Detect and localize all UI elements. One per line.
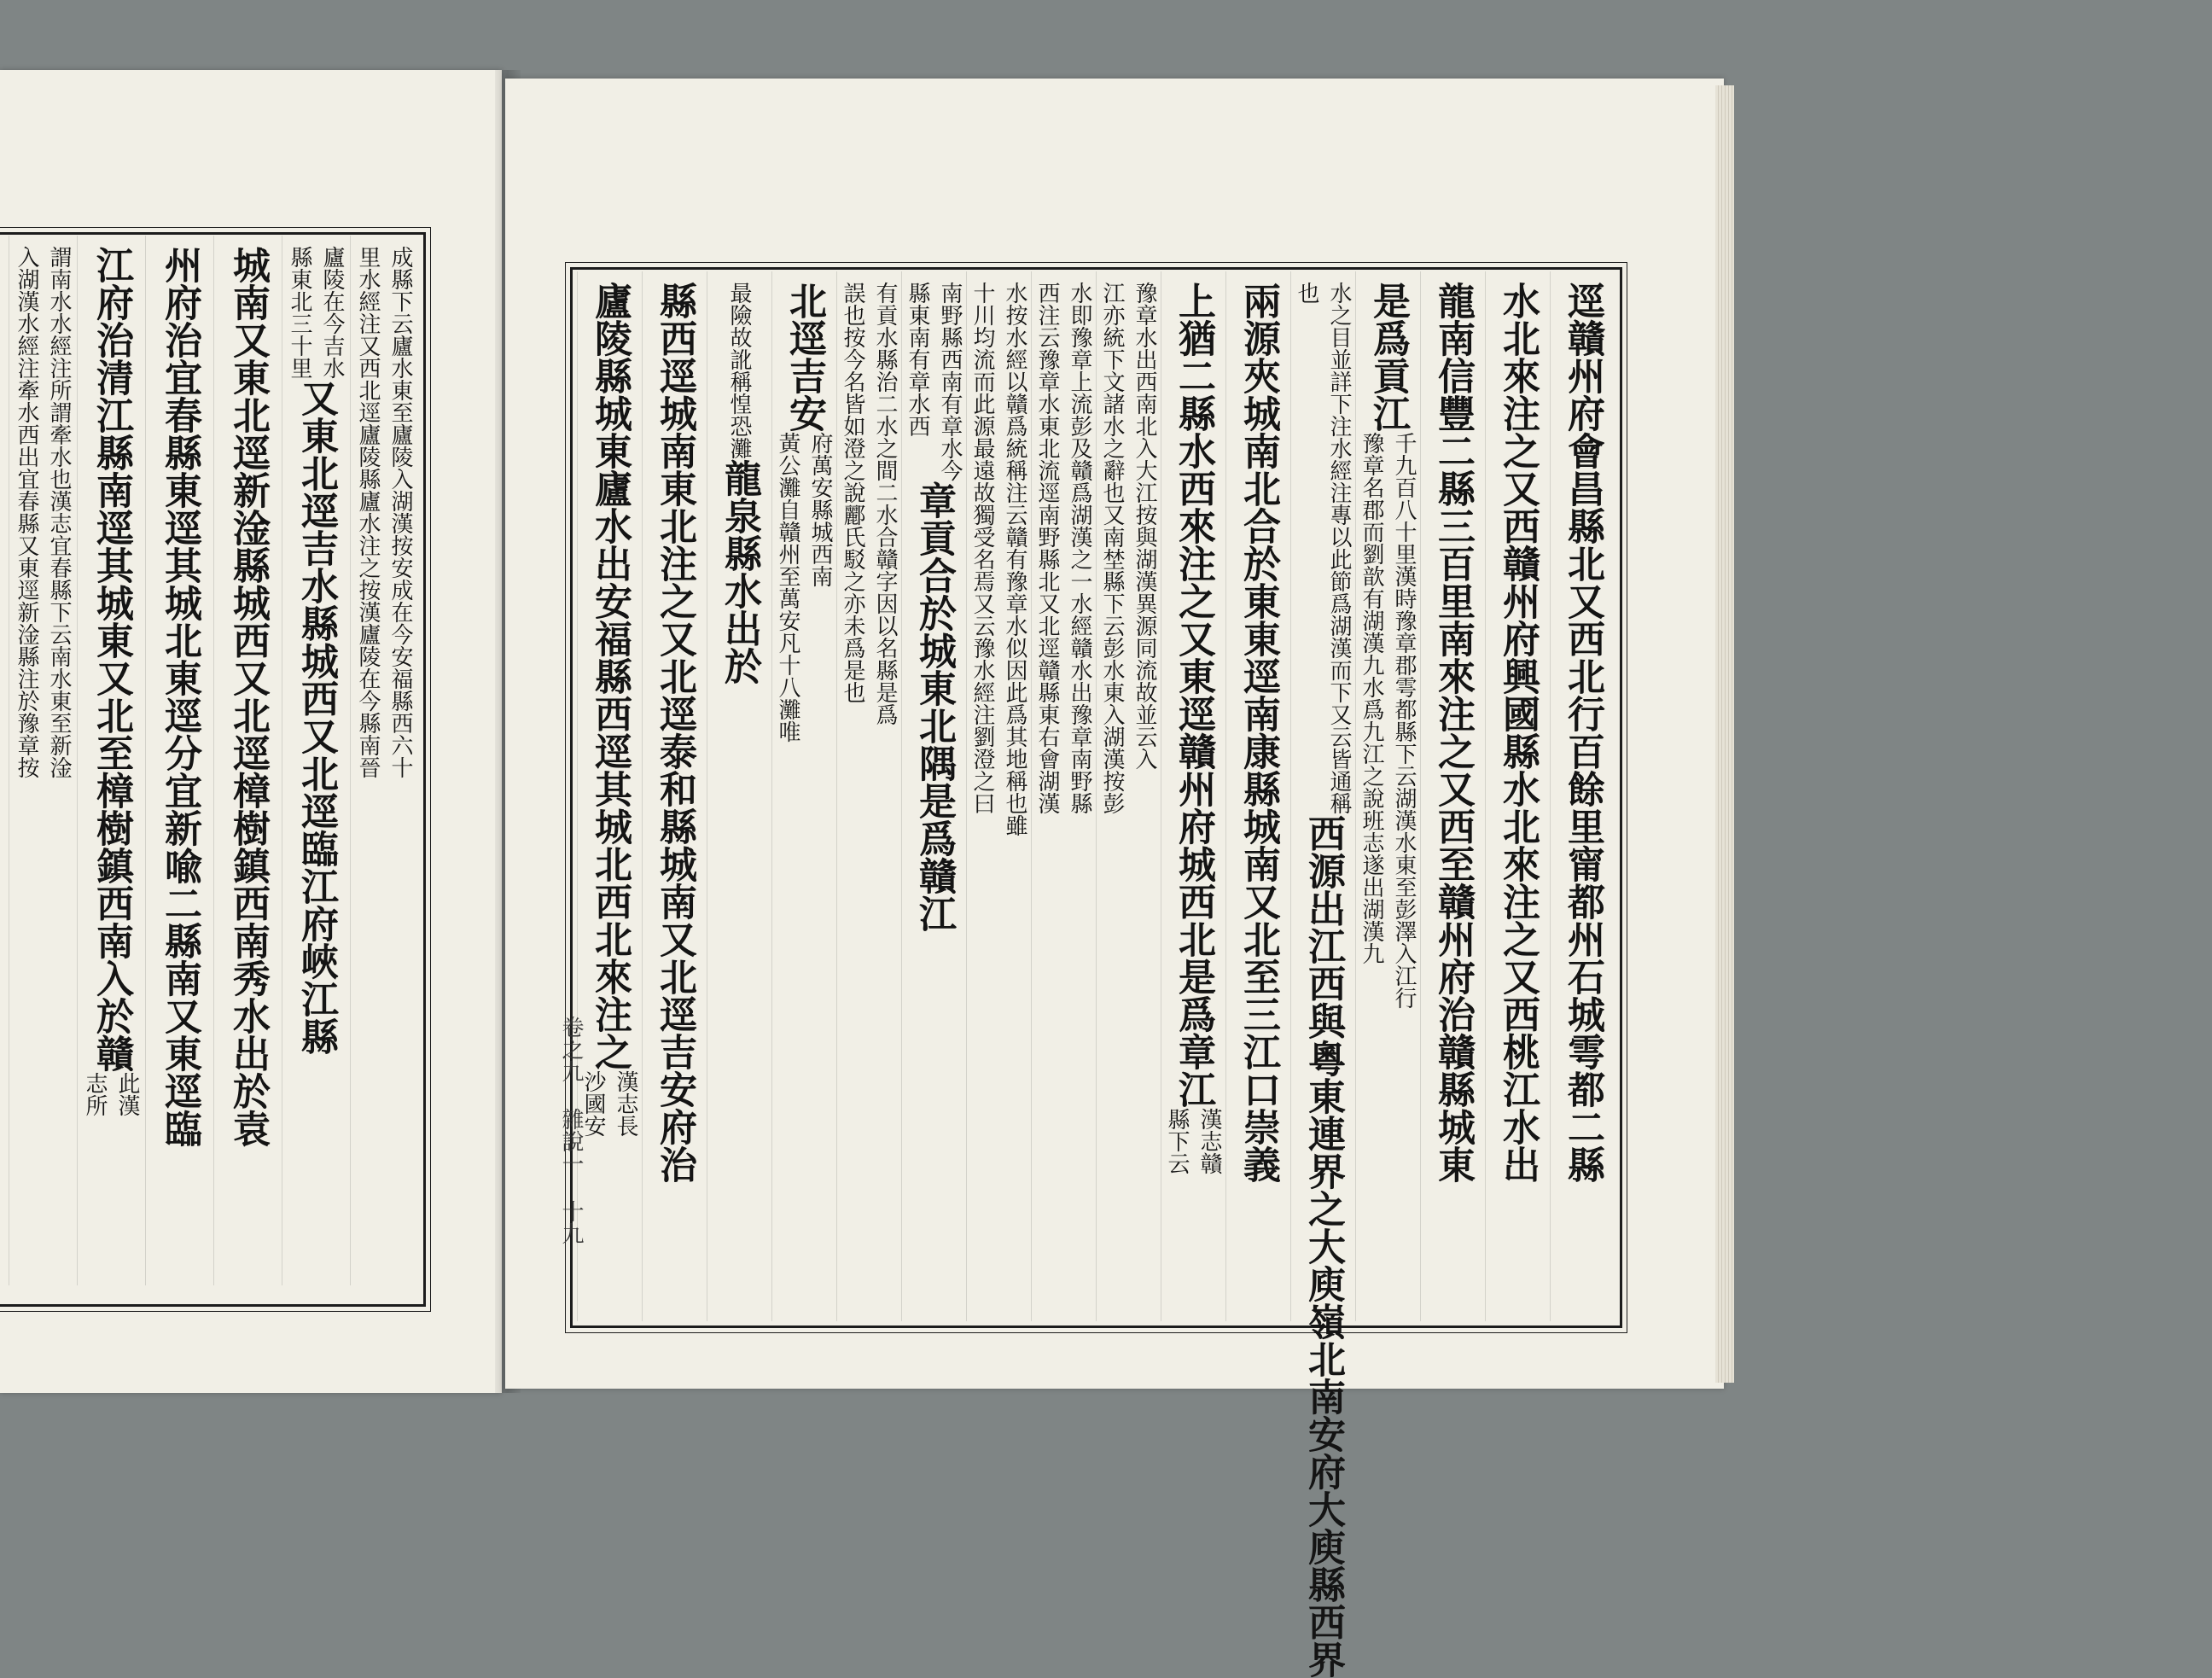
right-page-column [642,282,707,1183]
page-footer [555,1016,587,1244]
left-page-column [9,246,77,778]
right-page-column [1225,282,1290,1183]
annotation-text: 江亦統下文諸水之辭也又南埜縣下云彭水東入湖漢按彭 [1099,282,1125,814]
column-rule [966,271,967,1321]
right-page-column [836,282,901,725]
annotation-text: 西注云豫章水東北流逕南野縣北又北逕贛縣東右會湖漢 [1034,282,1060,814]
column-rule [1420,271,1421,1321]
annotation-text: 入湖漢水經注牽水西出宜春縣又東逕新淦縣注於豫章按 [14,246,39,778]
right-page-column [577,282,642,1137]
column-rule [1355,271,1356,1321]
annotation-text: 南野縣西南有章水今 [937,282,963,481]
left-page-column [77,246,145,1116]
right-page-column [1031,282,1096,814]
footer-volume: 卷之九 [558,1016,584,1082]
column-rule [1031,271,1032,1321]
annotation-text: 縣東南有章水西 [905,282,930,437]
column-rule [1225,271,1226,1321]
column-rule [901,271,902,1321]
annotation-text: 黃公灘自贛州至萬安凡十八灘唯 [775,432,800,743]
annotation-pair [838,282,899,725]
annotation-pair [1357,432,1418,1009]
annotation-text: 千九百八十里漢時豫章郡雩都縣下云湖漢水東至彭澤入江行 [1391,432,1417,1009]
column-rule [1290,271,1291,1321]
column-rule [771,271,772,1321]
annotation-text: 誤也按今名皆如澄之說酈氏駁之亦未爲是也 [840,282,865,703]
main-text: 逕贛州府會昌縣北又西北行百餘里甯都州石城雩都二縣 [1561,282,1604,1183]
annotation-text: 縣東北三十里 [287,246,312,379]
main-text: 廬陵縣城東廬水出安福縣西逕其城北西北來注之 [588,282,632,1070]
main-text: 西源出江西與粵東連界之大庾嶺北南安府大庾縣西界 [1301,814,1345,1678]
annotation-text: 有貢水縣治二水之間二水合贛字因以名縣是爲 [872,282,898,725]
right-page-column [966,282,1031,836]
column-rule [145,236,146,1285]
annotation-text: 十川均流而此源最遠故獨受名焉又云豫水經注劉澄之曰 [969,282,995,814]
right-page-column [1420,282,1485,1183]
annotation-text: 府萬安縣城西南 [807,432,833,587]
right-page-column [1161,282,1225,1174]
annotation-pair [903,282,964,481]
annotation-text: 漢志贛 [1196,1108,1222,1174]
column-rule [1550,271,1551,1321]
annotation-pair [579,1070,640,1137]
annotation-text: 豫章名郡而劉歆有湖漢九水爲九江之說班志遂出湖漢九 [1359,432,1384,964]
annotation-pair [12,246,73,778]
page-edges [1715,85,1734,1383]
left-page-column [282,246,350,1055]
main-text: 章貢合於城東北隅是爲贛江 [912,481,956,932]
main-text: 州府治宜春縣東逕其城北東逕分宜新喩二縣南又東逕臨 [158,246,201,1147]
main-text: 是爲貢江 [1366,282,1410,432]
main-text: 上猶二縣水西來注之又東逕贛州府城西北是爲章江 [1172,282,1215,1108]
annotation-text: 志所 [82,1072,108,1116]
annotation-text: 沙國安 [580,1070,606,1137]
right-page-column [1485,282,1550,1183]
annotation-pair [1097,282,1159,814]
main-text: 又東北逕吉水縣城西又北逕臨江府峽江縣 [294,379,338,1055]
right-page-column [1096,282,1161,814]
left-page-column [350,246,418,778]
annotation-pair [285,246,346,379]
column-rule [1485,271,1486,1321]
right-page-column [1290,282,1355,1678]
annotation-text: 水之目並詳下注水經注專以此節爲湖漢而下又云皆通稱 [1326,282,1352,814]
annotation-text: 豫章水出西南北入大江按與湖漢異源同流故並云入 [1132,282,1157,770]
annotation-text: 縣下云 [1164,1108,1190,1174]
footer-section: 雜說一 [558,1108,584,1174]
main-text: 龍泉縣水出於 [718,459,761,685]
left-page-column [145,246,213,1147]
right-page-column [771,282,836,743]
annotation-text: 謂南水水經注所謂牽水也漢志宜春縣下云南水東至新淦 [46,246,72,778]
main-text: 龍南信豐二縣三百里南來注之又西至贛州府治贛縣城東 [1431,282,1475,1183]
right-page-column [901,282,966,932]
main-text: 水北來注之又西贛州府興國縣水北來注之又西桃江水出 [1496,282,1540,1183]
main-text: 縣西逕城南東北注之又北逕泰和縣城南又北逕吉安府治 [653,282,696,1183]
right-page-column [707,282,771,685]
annotation-pair [725,282,754,459]
footer-page-number: 十九 [558,1200,584,1244]
column-rule [350,236,351,1285]
annotation-pair [968,282,1029,836]
column-rule [836,271,837,1321]
annotation-text: 里水經注又西北逕廬陵縣廬水注之按漢廬陵在今縣南晉 [355,246,381,778]
column-rule [642,271,643,1321]
annotation-text: 成縣下云廬水東至廬陵入湖漢按安成在今安福縣西六十 [387,246,413,778]
annotation-text: 此漢 [114,1072,140,1116]
column-rule [1096,271,1097,1321]
main-text: 江府治清江縣南逕其城東又北至樟樹鎮西南入於贛 [90,246,133,1072]
annotation-pair [1162,1108,1224,1174]
annotation-pair [1292,282,1353,814]
annotation-pair [773,432,835,743]
column-rule [213,236,214,1285]
annotation-text: 也 [1294,282,1319,304]
annotation-pair [353,246,415,778]
left-page-column [213,246,282,1147]
annotation-text: 水即豫章上流彭及贛爲湖漢之一水經贛水出豫章南野縣 [1067,282,1092,814]
annotation-pair [80,1072,142,1116]
annotation-text: 廬陵在今吉水 [319,246,345,379]
main-text: 城南又東北逕新淦縣城西又北逕樟樹鎮西南秀水出於袁 [226,246,270,1147]
annotation-text: 水按水經以贛爲統稱注云贛有豫章水似因此爲其地稱也雖 [1002,282,1027,836]
right-page-column [1550,282,1615,1183]
right-page-column [1355,282,1420,1009]
main-text: 兩源夾城南北合於東東逕南康縣城南又北至三江口崇義 [1237,282,1280,1183]
column-rule [77,236,78,1285]
annotation-text: 最險故訛稱惶恐灘 [726,282,752,459]
main-text: 北逕吉安 [783,282,826,432]
annotation-text: 漢志長 [613,1070,638,1137]
annotation-pair [1033,282,1094,814]
